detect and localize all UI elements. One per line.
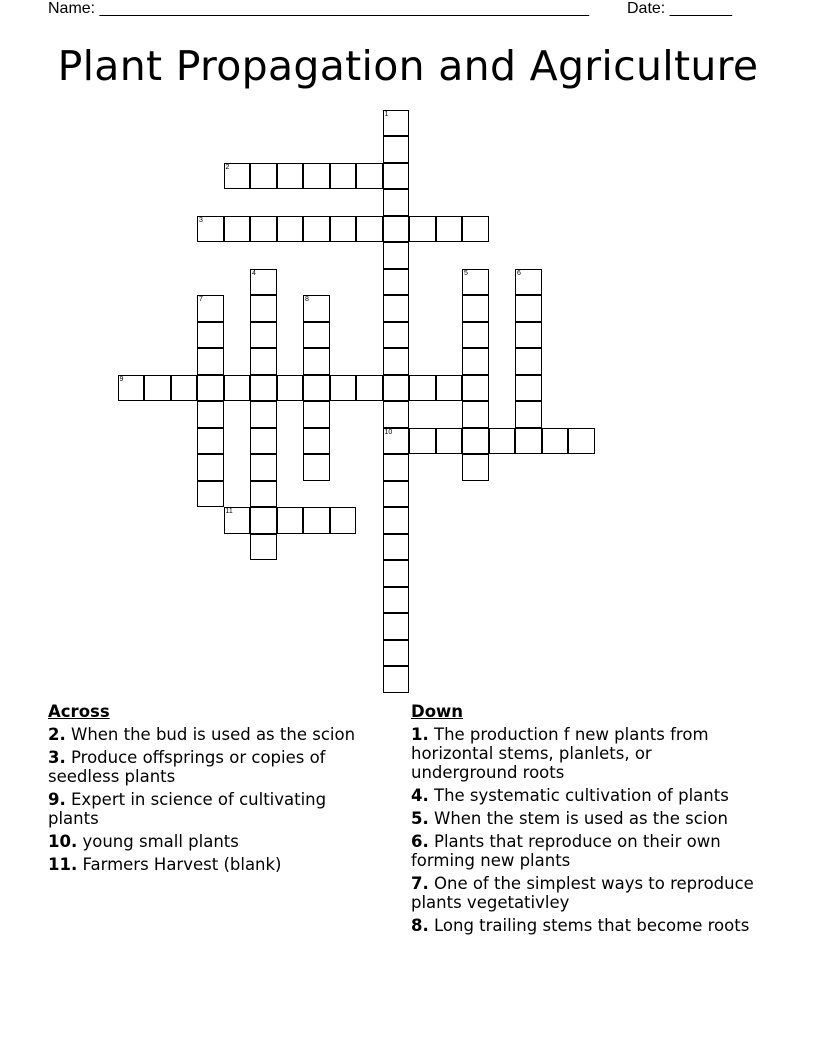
grid-cell[interactable] (383, 640, 410, 667)
grid-cell[interactable] (118, 375, 145, 402)
grid-cell[interactable] (224, 163, 251, 190)
grid-cell[interactable] (383, 560, 410, 587)
grid-cell[interactable] (383, 666, 410, 693)
grid-cell[interactable] (462, 375, 489, 402)
grid-cell[interactable] (250, 322, 277, 349)
grid-cell[interactable] (250, 216, 277, 243)
grid-cell[interactable] (250, 401, 277, 428)
grid-cell[interactable] (250, 269, 277, 296)
grid-cell[interactable] (250, 375, 277, 402)
grid-cell[interactable] (436, 216, 463, 243)
grid-cell[interactable] (542, 428, 569, 455)
grid-cell[interactable] (383, 401, 410, 428)
grid-cell[interactable] (197, 401, 224, 428)
clue-number: 5 (464, 269, 468, 277)
grid-cell[interactable] (383, 110, 410, 137)
grid-cell[interactable] (197, 481, 224, 508)
grid-cell[interactable] (250, 163, 277, 190)
clue-number: 8 (305, 296, 309, 303)
clue-number: 4 (252, 269, 256, 277)
grid-cell[interactable] (489, 428, 516, 455)
date-line: Date: _______ (627, 0, 732, 17)
grid-cell[interactable] (303, 348, 330, 375)
grid-cell[interactable] (383, 375, 410, 402)
clue-down-4: 4. The systematic cultivation of plants (411, 786, 729, 805)
grid-cell[interactable] (330, 375, 357, 402)
clue-across-3: 3. Produce offsprings or copies of seedless plants (48, 748, 326, 786)
grid-cell[interactable] (171, 375, 198, 402)
grid-cell[interactable] (197, 216, 224, 243)
grid-cell[interactable] (515, 295, 542, 322)
grid-cell[interactable] (224, 375, 251, 402)
grid-cell[interactable] (409, 428, 436, 455)
grid-cell[interactable] (383, 295, 410, 322)
grid-cell[interactable] (515, 428, 542, 455)
down-clues (411, 702, 756, 939)
grid-cell[interactable] (250, 507, 277, 534)
grid-cell[interactable] (277, 375, 304, 402)
grid-cell[interactable] (303, 163, 330, 190)
grid-cell[interactable] (462, 401, 489, 428)
grid-cell[interactable] (303, 428, 330, 455)
grid-cell[interactable] (303, 454, 330, 481)
grid-cell[interactable] (277, 163, 304, 190)
grid-cell[interactable] (356, 216, 383, 243)
grid-cell[interactable] (356, 375, 383, 402)
grid-cell[interactable] (277, 507, 304, 534)
grid-cell[interactable] (303, 401, 330, 428)
grid-cell[interactable] (383, 163, 410, 190)
across-clues (48, 702, 378, 878)
grid-cell[interactable] (250, 481, 277, 508)
grid-cell[interactable] (197, 348, 224, 375)
grid-cell[interactable] (383, 454, 410, 481)
grid-cell[interactable] (462, 269, 489, 296)
grid-cell[interactable] (383, 428, 410, 455)
grid-cell[interactable] (303, 322, 330, 349)
grid-cell[interactable] (144, 375, 171, 402)
grid-cell[interactable] (462, 295, 489, 322)
grid-cell[interactable] (197, 454, 224, 481)
grid-cell[interactable] (383, 322, 410, 349)
grid-cell[interactable] (277, 216, 304, 243)
grid-cell[interactable] (383, 348, 410, 375)
grid-cell[interactable] (462, 216, 489, 243)
grid-cell[interactable] (383, 136, 410, 163)
grid-cell[interactable] (330, 216, 357, 243)
grid-cell[interactable] (462, 428, 489, 455)
clue-number: 7 (199, 296, 203, 303)
clue-across-11: 11. Farmers Harvest (blank) (48, 855, 282, 874)
grid-cell[interactable] (515, 401, 542, 428)
across-heading: Across (48, 702, 110, 721)
clue-number: 6 (517, 269, 521, 277)
grid-cell[interactable] (462, 454, 489, 481)
clue-down-8: 8. Long trailing stems that become roots (411, 916, 750, 935)
clue-down-6: 6. Plants that reproduce on their own forming new plants (411, 832, 721, 870)
grid-cell[interactable] (250, 348, 277, 375)
grid-cell[interactable] (462, 322, 489, 349)
grid-cell[interactable] (515, 348, 542, 375)
grid-cell[interactable] (383, 481, 410, 508)
grid-cell[interactable] (383, 534, 410, 561)
clue-number: 3 (199, 216, 203, 224)
grid-cell[interactable] (303, 507, 330, 534)
grid-cell[interactable] (409, 216, 436, 243)
grid-cell[interactable] (383, 507, 410, 534)
clue-down-1: 1. The production f new plants from horizontal stems, planlets, or underground roots (411, 725, 709, 782)
grid-cell[interactable] (303, 216, 330, 243)
grid-cell[interactable] (197, 295, 224, 322)
grid-cell[interactable] (250, 454, 277, 481)
down-heading: Down (411, 702, 464, 721)
grid-cell[interactable] (197, 375, 224, 402)
clue-across-2: 2. When the bud is used as the scion (48, 725, 356, 744)
grid-cell[interactable] (568, 428, 595, 455)
page-title: Plant Propagation and Agriculture (57, 42, 759, 90)
grid-cell[interactable] (250, 428, 277, 455)
grid-cell[interactable] (356, 163, 383, 190)
grid-cell[interactable] (515, 375, 542, 402)
clue-down-5: 5. When the stem is used as the scion (411, 809, 728, 828)
clue-number: 11 (225, 508, 233, 515)
grid-cell[interactable] (383, 587, 410, 614)
grid-cell[interactable] (436, 428, 463, 455)
clue-number: 10 (384, 428, 393, 436)
grid-cell[interactable] (436, 375, 463, 402)
name-line: Name: _______________________________________________________ (48, 0, 589, 17)
grid-cell[interactable] (515, 269, 542, 296)
grid-cell[interactable] (383, 189, 410, 216)
grid-cell[interactable] (330, 163, 357, 190)
grid-cell[interactable] (383, 216, 410, 243)
grid-cell[interactable] (303, 375, 330, 402)
grid-cell[interactable] (409, 375, 436, 402)
grid-cell[interactable] (330, 507, 357, 534)
grid-cell[interactable] (224, 507, 251, 534)
clue-across-9: 9. Expert in science of cultivating plants (48, 790, 327, 828)
clue-down-7: 7. One of the simplest ways to reproduce plants vegetativley (411, 874, 754, 912)
grid-cell[interactable] (383, 242, 410, 269)
grid-cell[interactable] (250, 295, 277, 322)
grid-cell[interactable] (250, 534, 277, 561)
grid-cell[interactable] (224, 216, 251, 243)
grid-cell[interactable] (383, 269, 410, 296)
grid-cell[interactable] (303, 295, 330, 322)
clue-across-10: 10. young small plants (48, 832, 239, 851)
grid-cell[interactable] (383, 613, 410, 640)
clue-number: 2 (225, 163, 230, 171)
grid-cell[interactable] (197, 322, 224, 349)
clue-number: 9 (119, 375, 124, 383)
grid-cell[interactable] (197, 428, 224, 455)
grid-cell[interactable] (515, 322, 542, 349)
grid-cell[interactable] (462, 348, 489, 375)
clue-number: 1 (384, 110, 389, 118)
